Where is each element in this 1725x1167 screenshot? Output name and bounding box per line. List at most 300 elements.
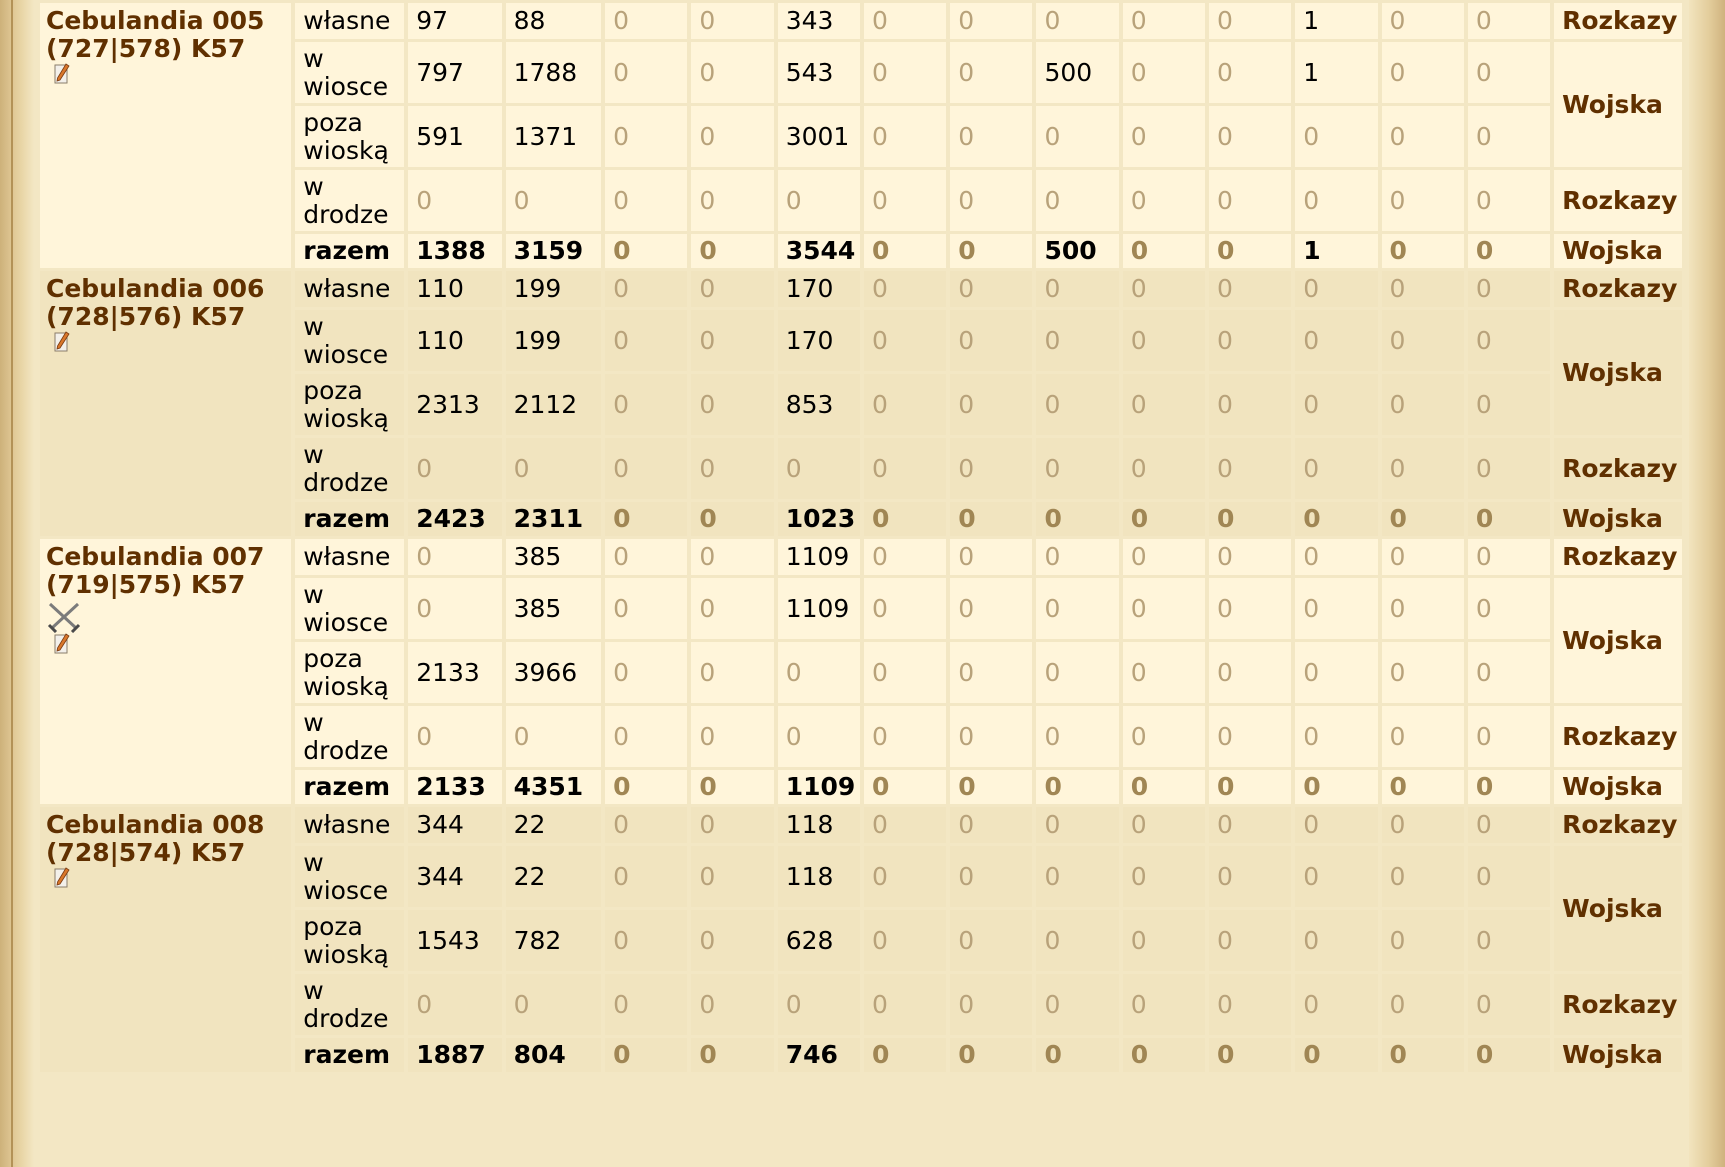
unit-count-cell — [1123, 42, 1205, 103]
orders-link[interactable]: Rozkazy — [1562, 810, 1678, 839]
unit-count: 0 — [699, 810, 716, 839]
unit-count: 0 — [1217, 810, 1233, 839]
unit-count: 0 — [1303, 453, 1320, 483]
unit-count: 1388 — [416, 236, 486, 265]
unit-count-cell — [506, 846, 602, 907]
unit-count-cell — [1123, 642, 1205, 703]
unit-count: 0 — [871, 274, 888, 303]
village-coords-text[interactable]: (719|575) K57 — [46, 570, 246, 599]
unit-count: 2133 — [416, 657, 480, 687]
unit-count: 0 — [613, 1040, 631, 1069]
unit-count-cell — [1468, 502, 1550, 536]
village-link[interactable] — [46, 811, 291, 889]
unit-count-cell — [778, 642, 860, 703]
unit-count-cell — [864, 706, 946, 767]
unit-count-cell — [408, 807, 501, 843]
unit-count-cell — [506, 42, 602, 103]
unit-count: 0 — [871, 989, 888, 1019]
unit-count: 0 — [613, 389, 630, 419]
village-coords[interactable] — [46, 35, 291, 85]
unit-count: 4351 — [513, 772, 584, 801]
troops-link[interactable]: Wojska — [1562, 772, 1663, 801]
unit-count-cell — [778, 706, 860, 767]
unit-count: 0 — [1044, 721, 1061, 751]
unit-count: 0 — [958, 389, 975, 419]
row-label-text: razem — [303, 504, 391, 533]
unit-count: 0 — [416, 593, 433, 623]
unit-count-cell — [864, 234, 946, 268]
unit-count-cell — [1295, 1038, 1377, 1072]
unit-count-cell — [506, 310, 602, 371]
unit-count-cell — [605, 910, 687, 971]
row-label-text: wiosce — [303, 875, 389, 905]
village-row-own — [40, 539, 1682, 575]
orders-link[interactable]: Rozkazy — [1562, 721, 1678, 751]
unit-count: 0 — [1389, 1040, 1407, 1069]
unit-count-cell — [408, 642, 501, 703]
unit-count-cell — [1468, 846, 1550, 907]
unit-count-cell — [778, 770, 860, 804]
unit-count-cell — [1209, 271, 1291, 307]
unit-count-cell — [506, 807, 602, 843]
unit-count: 0 — [871, 772, 890, 801]
village-cell — [40, 539, 291, 804]
row-label-text: w — [303, 847, 324, 877]
unit-count-cell — [1382, 3, 1464, 39]
troops-link-cell — [1554, 234, 1682, 268]
unit-count-cell — [1382, 502, 1464, 536]
troops-link-cell — [1554, 310, 1682, 435]
unit-count: 0 — [1044, 274, 1061, 303]
unit-count: 0 — [1389, 6, 1406, 35]
unit-count-cell — [408, 1038, 501, 1072]
village-coords-text[interactable]: (727|578) K57 — [46, 34, 246, 63]
unit-count: 0 — [1044, 772, 1062, 801]
village-cell — [40, 271, 291, 536]
unit-count: 0 — [958, 121, 975, 151]
unit-count: 0 — [871, 657, 888, 687]
unit-count: 591 — [416, 121, 464, 151]
row-label — [295, 502, 404, 536]
village-coords-text[interactable]: (728|574) K57 — [46, 838, 246, 867]
unit-count-cell — [950, 642, 1032, 703]
village-coords[interactable] — [46, 839, 291, 889]
unit-count: 0 — [1217, 389, 1233, 419]
unit-count: 0 — [1389, 861, 1406, 891]
unit-count: 0 — [613, 861, 630, 891]
unit-count: 1371 — [513, 121, 578, 151]
orders-link[interactable]: Rozkazy — [1562, 989, 1678, 1019]
unit-count: 0 — [958, 274, 975, 303]
unit-count: 628 — [785, 925, 834, 955]
unit-count-cell — [605, 271, 687, 307]
unit-count-cell — [691, 706, 773, 767]
village-cell — [40, 3, 291, 268]
row-label — [295, 770, 404, 804]
unit-count-cell — [1295, 807, 1377, 843]
unit-count-cell — [1123, 170, 1205, 231]
unit-count-cell — [864, 502, 946, 536]
unit-count: 88 — [513, 6, 546, 35]
row-label-text: drodze — [303, 735, 389, 765]
unit-count: 746 — [785, 1040, 838, 1069]
village-link[interactable] — [46, 543, 291, 655]
unit-count: 0 — [958, 593, 975, 623]
unit-count-cell — [1036, 910, 1118, 971]
unit-count-cell — [506, 910, 602, 971]
unit-count-cell — [506, 271, 602, 307]
unit-count: 0 — [1130, 185, 1147, 215]
unit-count-cell — [950, 374, 1032, 435]
unit-count: 0 — [1303, 810, 1320, 839]
unit-count: 0 — [1217, 593, 1233, 623]
unit-count: 1887 — [416, 1040, 486, 1069]
unit-count-cell — [506, 974, 602, 1035]
edit-pencil-icon[interactable] — [54, 633, 70, 655]
troops-link-cell — [1554, 502, 1682, 536]
unit-count-cell — [1209, 374, 1291, 435]
unit-count-cell — [605, 42, 687, 103]
unit-count-cell — [1123, 770, 1205, 804]
unit-count-cell — [778, 807, 860, 843]
unit-count-cell — [1468, 974, 1550, 1035]
unit-count: 0 — [958, 810, 975, 839]
unit-count: 0 — [871, 453, 888, 483]
troops-link[interactable]: Wojska — [1562, 893, 1663, 923]
unit-count-cell — [1382, 539, 1464, 575]
unit-count-cell — [605, 3, 687, 39]
unit-count-cell — [778, 234, 860, 268]
unit-count-cell — [1295, 42, 1377, 103]
unit-count: 0 — [613, 925, 630, 955]
unit-count: 0 — [1044, 504, 1062, 533]
unit-count-cell — [950, 807, 1032, 843]
unit-count: 0 — [1217, 861, 1233, 891]
village-link[interactable] — [46, 275, 291, 353]
unit-count-cell — [691, 310, 773, 371]
unit-count-cell — [605, 846, 687, 907]
unit-count: 0 — [1130, 453, 1147, 483]
unit-count-cell — [408, 438, 501, 499]
unit-count: 0 — [958, 721, 975, 751]
unit-count: 0 — [1130, 236, 1149, 265]
unit-count: 0 — [785, 657, 802, 687]
unit-count-cell — [506, 234, 602, 268]
unit-count-cell — [506, 170, 602, 231]
village-name[interactable]: Cebulandia 007 — [46, 542, 265, 571]
unit-count-cell — [864, 1038, 946, 1072]
unit-count: 0 — [699, 542, 716, 571]
edit-pencil-icon[interactable] — [54, 331, 70, 353]
unit-count: 170 — [785, 325, 834, 355]
unit-count-cell — [864, 807, 946, 843]
unit-count-cell — [1209, 3, 1291, 39]
row-label-text: razem — [303, 772, 391, 801]
unit-count: 385 — [513, 593, 562, 623]
unit-count: 0 — [871, 593, 888, 623]
unit-count: 343 — [785, 6, 834, 35]
village-coords-text[interactable]: (728|576) K57 — [46, 302, 246, 331]
unit-count-cell — [864, 271, 946, 307]
unit-count-cell — [950, 974, 1032, 1035]
village-name[interactable]: Cebulandia 005 — [46, 6, 265, 35]
orders-link[interactable]: Rozkazy — [1562, 6, 1678, 35]
unit-count-cell — [1468, 706, 1550, 767]
unit-count-cell — [1123, 807, 1205, 843]
crossed-swords-icon[interactable] — [46, 601, 82, 633]
village-link[interactable] — [46, 7, 291, 85]
unit-count: 0 — [1475, 861, 1492, 891]
unit-count: 0 — [613, 772, 631, 801]
unit-count-cell — [1382, 974, 1464, 1035]
unit-count-cell — [778, 910, 860, 971]
unit-count: 0 — [1303, 389, 1320, 419]
unit-count-cell — [691, 42, 773, 103]
row-label-text: własne — [303, 810, 391, 839]
orders-link-cell — [1554, 539, 1682, 575]
unit-count: 0 — [1475, 542, 1492, 571]
unit-count-cell — [1209, 42, 1291, 103]
row-label — [295, 106, 404, 167]
unit-count: 2112 — [513, 389, 578, 419]
unit-count-cell — [1468, 310, 1550, 371]
troops-link[interactable]: Wojska — [1562, 357, 1663, 387]
row-label — [295, 3, 404, 39]
unit-count: 0 — [1044, 6, 1061, 35]
unit-count-cell — [1382, 1038, 1464, 1072]
unit-count: 344 — [416, 810, 464, 839]
row-label — [295, 578, 404, 639]
unit-count-cell — [408, 310, 501, 371]
row-label-text: w — [303, 311, 324, 341]
unit-count-cell — [1209, 770, 1291, 804]
village-coords[interactable] — [46, 303, 291, 353]
row-label-text: drodze — [303, 467, 389, 497]
unit-count: 0 — [871, 810, 888, 839]
unit-count-cell — [864, 578, 946, 639]
unit-count-cell — [605, 807, 687, 843]
unit-count: 0 — [613, 721, 630, 751]
troops-link[interactable]: Wojska — [1562, 504, 1663, 533]
unit-count: 1788 — [513, 57, 578, 87]
unit-count: 3001 — [785, 121, 850, 151]
unit-count-cell — [408, 106, 501, 167]
unit-count: 0 — [1389, 593, 1406, 623]
unit-count-cell — [1468, 539, 1550, 575]
unit-count: 0 — [1303, 325, 1320, 355]
row-label — [295, 706, 404, 767]
village-name[interactable]: Cebulandia 006 — [46, 274, 265, 303]
unit-count-cell — [1209, 234, 1291, 268]
unit-count-cell — [1382, 310, 1464, 371]
unit-count-cell — [1036, 170, 1118, 231]
row-label-text: własne — [303, 542, 391, 571]
unit-count-cell — [1123, 106, 1205, 167]
unit-count: 0 — [1130, 989, 1147, 1019]
edit-pencil-icon[interactable] — [54, 63, 70, 85]
unit-count: 0 — [699, 861, 716, 891]
unit-count: 0 — [1475, 121, 1492, 151]
unit-count-cell — [1295, 170, 1377, 231]
row-label-text: w — [303, 975, 324, 1005]
unit-count: 0 — [958, 989, 975, 1019]
unit-count-cell — [1123, 578, 1205, 639]
unit-count: 0 — [699, 121, 716, 151]
unit-count-cell — [1295, 846, 1377, 907]
unit-count-cell — [1468, 271, 1550, 307]
unit-count: 110 — [416, 325, 464, 355]
unit-count: 0 — [958, 6, 975, 35]
unit-count-cell — [1123, 438, 1205, 499]
unit-count: 0 — [1130, 1040, 1149, 1069]
unit-count: 0 — [613, 6, 630, 35]
unit-count-cell — [1123, 539, 1205, 575]
unit-count-cell — [1295, 539, 1377, 575]
unit-count: 0 — [699, 504, 717, 533]
row-label-text: w — [303, 579, 324, 609]
unit-count-cell — [778, 438, 860, 499]
unit-count: 797 — [416, 57, 464, 87]
unit-count-cell — [1036, 706, 1118, 767]
unit-count: 0 — [416, 542, 433, 571]
unit-count: 0 — [699, 1040, 717, 1069]
unit-count-cell — [408, 234, 501, 268]
orders-link[interactable]: Rozkazy — [1562, 185, 1678, 215]
unit-count: 0 — [871, 325, 888, 355]
unit-count-cell — [1382, 234, 1464, 268]
unit-count: 0 — [1475, 185, 1492, 215]
unit-count: 0 — [1044, 389, 1061, 419]
row-label — [295, 642, 404, 703]
troops-link[interactable]: Wojska — [1562, 625, 1663, 655]
unit-count: 118 — [785, 861, 834, 891]
unit-count-cell — [506, 106, 602, 167]
orders-link[interactable]: Rozkazy — [1562, 274, 1678, 303]
orders-link[interactable]: Rozkazy — [1562, 453, 1678, 483]
troops-link-cell — [1554, 770, 1682, 804]
unit-count: 0 — [871, 721, 888, 751]
unit-count-cell — [605, 578, 687, 639]
village-name[interactable]: Cebulandia 008 — [46, 810, 265, 839]
unit-count-cell — [691, 770, 773, 804]
unit-count-cell — [1295, 706, 1377, 767]
unit-count-cell — [950, 846, 1032, 907]
troops-link[interactable]: Wojska — [1562, 1040, 1663, 1069]
troops-link[interactable]: Wojska — [1562, 236, 1663, 265]
row-label-text: drodze — [303, 1003, 389, 1033]
unit-count-cell — [1036, 1038, 1118, 1072]
unit-count: 0 — [1130, 325, 1147, 355]
unit-count: 0 — [1217, 721, 1233, 751]
unit-count-cell — [778, 502, 860, 536]
unit-count-cell — [1123, 374, 1205, 435]
unit-count: 0 — [1044, 325, 1061, 355]
unit-count: 0 — [1130, 274, 1147, 303]
village-row-own — [40, 3, 1682, 39]
unit-count-cell — [1468, 1038, 1550, 1072]
unit-count: 0 — [1044, 925, 1061, 955]
unit-count: 0 — [699, 274, 716, 303]
unit-count: 0 — [1217, 542, 1233, 571]
unit-count: 0 — [1217, 274, 1233, 303]
unit-count-cell — [605, 170, 687, 231]
unit-count: 2133 — [416, 772, 486, 801]
row-label-text: wioską — [303, 403, 389, 433]
unit-count-cell — [691, 807, 773, 843]
troops-link[interactable]: Wojska — [1562, 89, 1663, 119]
unit-count-cell — [1295, 106, 1377, 167]
row-label-text: razem — [303, 1040, 391, 1069]
unit-count: 0 — [1475, 453, 1492, 483]
unit-count: 0 — [1217, 236, 1235, 265]
unit-count-cell — [1295, 234, 1377, 268]
unit-count-cell — [408, 706, 501, 767]
unit-count: 853 — [785, 389, 834, 419]
unit-count-cell — [1036, 578, 1118, 639]
unit-count-cell — [605, 642, 687, 703]
unit-count-cell — [778, 170, 860, 231]
unit-count: 0 — [1044, 810, 1061, 839]
unit-count-cell — [950, 271, 1032, 307]
row-label-text: w — [303, 171, 324, 201]
unit-count: 0 — [1303, 861, 1320, 891]
unit-count-cell — [950, 578, 1032, 639]
unit-count: 0 — [1389, 542, 1406, 571]
unit-count-cell — [1036, 42, 1118, 103]
unit-count: 0 — [1303, 925, 1320, 955]
row-label-text: poza — [303, 375, 363, 405]
row-label — [295, 438, 404, 499]
unit-count-cell — [950, 310, 1032, 371]
unit-count: 0 — [958, 325, 975, 355]
unit-count: 0 — [1217, 325, 1233, 355]
orders-link-cell — [1554, 170, 1682, 231]
unit-count: 0 — [785, 721, 802, 751]
unit-count: 0 — [958, 657, 975, 687]
row-label — [295, 974, 404, 1035]
village-coords[interactable] — [46, 571, 291, 599]
unit-count-cell — [1295, 642, 1377, 703]
unit-count-cell — [1468, 642, 1550, 703]
unit-count-cell — [1036, 502, 1118, 536]
unit-count: 1 — [1303, 236, 1321, 265]
unit-count: 0 — [1044, 542, 1061, 571]
village-cell — [40, 807, 291, 1072]
unit-count-cell — [605, 706, 687, 767]
edit-pencil-icon[interactable] — [54, 867, 70, 889]
unit-count: 0 — [613, 542, 630, 571]
unit-count: 0 — [513, 721, 530, 751]
unit-count-cell — [1468, 770, 1550, 804]
unit-count: 0 — [785, 989, 802, 1019]
unit-count: 0 — [1130, 593, 1147, 623]
row-label — [295, 170, 404, 231]
unit-count-cell — [864, 910, 946, 971]
unit-count-cell — [691, 106, 773, 167]
unit-count: 0 — [1217, 6, 1233, 35]
unit-count-cell — [506, 706, 602, 767]
unit-count: 0 — [1130, 389, 1147, 419]
unit-count: 0 — [513, 989, 530, 1019]
unit-count: 0 — [1475, 6, 1492, 35]
unit-count: 0 — [1130, 121, 1147, 151]
unit-count: 0 — [1130, 6, 1147, 35]
orders-link[interactable]: Rozkazy — [1562, 542, 1678, 571]
unit-count-cell — [605, 374, 687, 435]
row-label-text: drodze — [303, 199, 389, 229]
unit-count: 0 — [1130, 772, 1149, 801]
unit-count: 0 — [1217, 989, 1233, 1019]
